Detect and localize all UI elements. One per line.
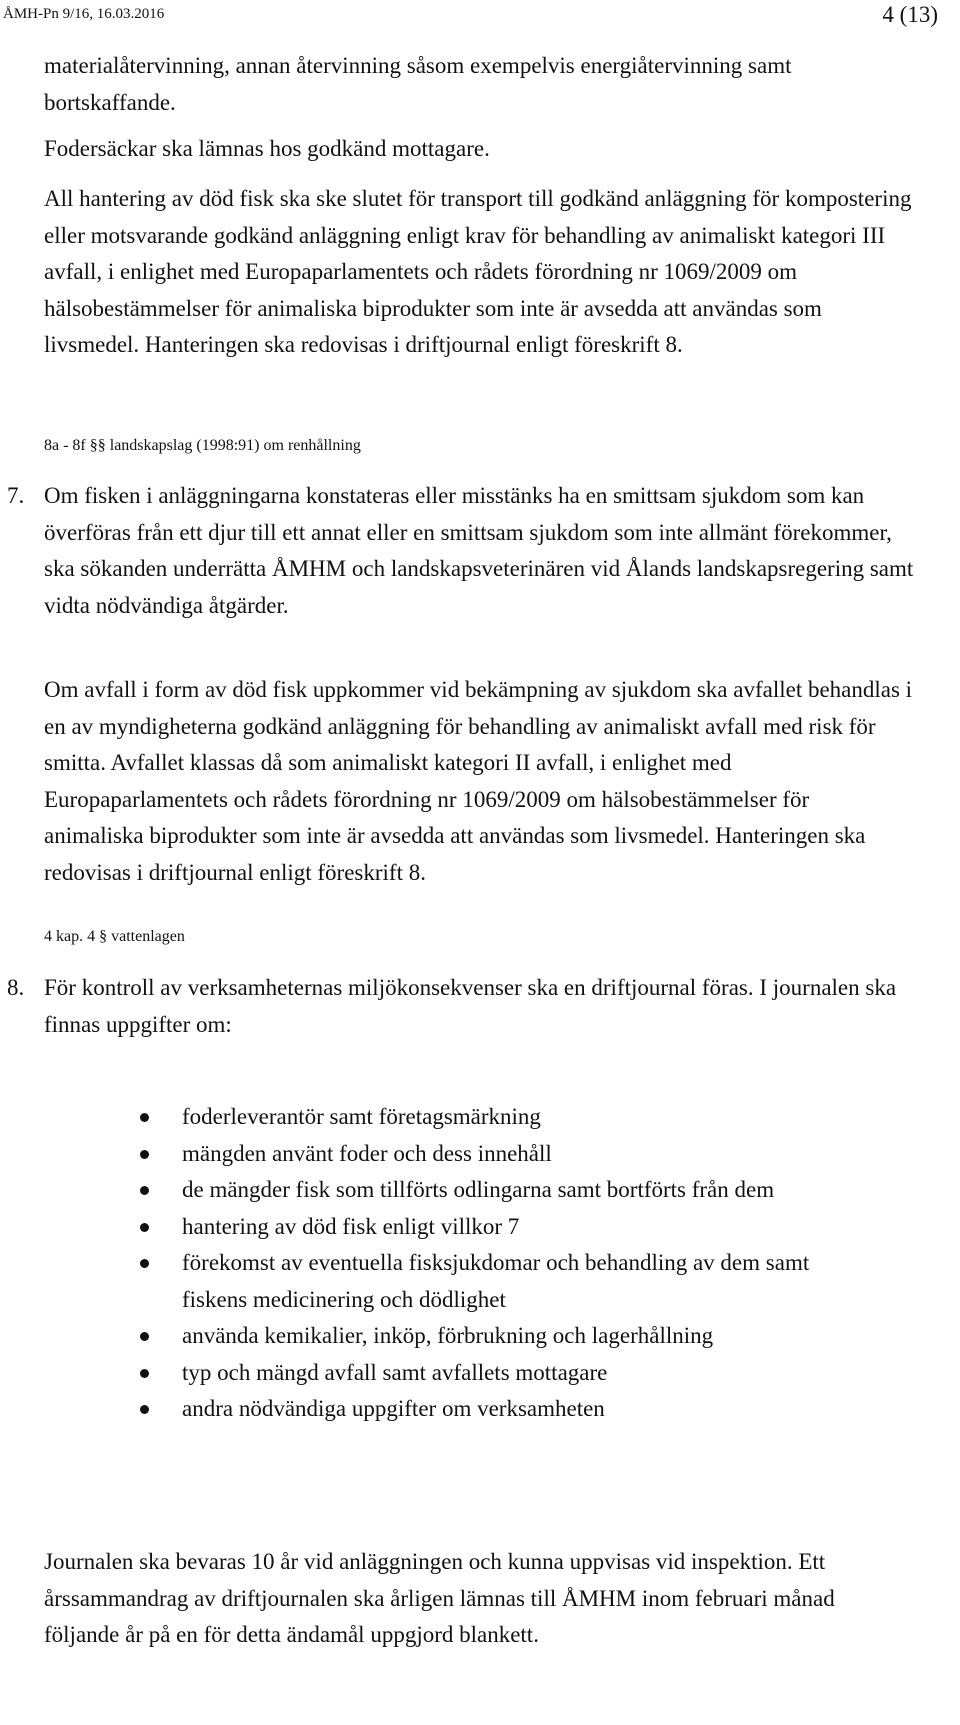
list-item-text: förekomst av eventuella fisksjukdomar och behandling av dem samt fiskens medicinering och dödlighet — [182, 1250, 810, 1312]
bullet-icon — [140, 1259, 149, 1268]
legal-reference-renhallning: 8a - 8f §§ landskapslag (1998:91) om renhållning — [44, 437, 361, 454]
bullet-icon — [140, 1113, 149, 1122]
bullet-icon — [140, 1405, 149, 1414]
list-item-text: hantering av död fisk enligt villkor 7 — [182, 1213, 520, 1239]
paragraph-journal-retention: Journalen ska bevaras 10 år vid anläggningen och kunna uppvisas vid inspektion. Ett årssammandrag av driftjournalen ska årligen lämnas till ÅMHM inom februari månad följande år på en för detta ändamål uppgjord blankett. — [44, 1549, 835, 1647]
list-item — [0, 1355, 862, 1392]
condition-number-8: 8. — [7, 975, 25, 1000]
list-item-text: andra nödvändiga uppgifter om verksamheten — [182, 1396, 605, 1421]
journal-contents-list — [0, 1099, 862, 1428]
bullet-icon — [140, 1369, 149, 1378]
condition-8-text: För kontroll av verksamheternas miljökonsekvenser ska en driftjournal föras. I journalen ska finnas uppgifter om: — [44, 975, 897, 1037]
list-item — [0, 1391, 862, 1428]
list-item — [0, 1209, 862, 1246]
paragraph-dod-fisk: All hantering av död fisk ska ske slutet för transport till godkänd anläggning för kompostering eller motsvarande godkänd anläggning enligt krav för behandling av animaliskt kategori III avfall, i enlighet med Europaparlamentets och rådets förordning nr 1069/2009 om hälsobestämmelser för animaliska biprodukter som inte är avsedda att användas som livsmedel. Hanteringen ska redovisas i driftjournal enligt föreskrift 8. — [44, 186, 912, 357]
list-item — [0, 1136, 862, 1173]
list-item-text: typ och mängd avfall samt avfallets mottagare — [182, 1359, 608, 1385]
paragraph-continuation: materialåtervinning, annan återvinning såsom exempelvis energiåtervinning samt bortskaffande. — [44, 53, 792, 115]
list-item — [0, 1245, 862, 1318]
bullet-icon — [140, 1186, 149, 1195]
bullet-icon — [140, 1150, 149, 1159]
list-item — [0, 1099, 862, 1136]
document-reference: ÅMH-Pn 9/16, 16.03.2016 — [3, 6, 165, 22]
list-item-text: mängden använt foder och dess innehåll — [182, 1140, 552, 1166]
bullet-icon — [140, 1223, 149, 1232]
condition-number-7: 7. — [7, 483, 25, 508]
list-item — [0, 1318, 862, 1355]
page-number: 4 (13) — [882, 2, 938, 27]
bullet-icon — [140, 1332, 149, 1341]
legal-reference-vattenlagen: 4 kap. 4 § vattenlagen — [44, 928, 185, 945]
list-item-text: de mängder fisk som tillförts odlingarna samt bortförts från dem — [182, 1177, 775, 1202]
list-item-text: använda kemikalier, inköp, förbrukning och lagerhållning — [182, 1323, 714, 1348]
paragraph-fodersackar: Fodersäckar ska lämnas hos godkänd mottagare. — [44, 136, 490, 161]
condition-7-text: Om fisken i anläggningarna konstateras eller misstänks ha en smittsam sjukdom som kan överföras från ett djur till ett annat eller en smittsam sjukdom som inte allmänt förekommer, ska sökanden underrätta ÅMHM och landskapsveterinären vid Ålands landskapsregering samt vidta nödvändiga åtgärder. — [44, 483, 914, 618]
list-item — [0, 1172, 862, 1209]
condition-7-sjukdom-text: Om avfall i form av död fisk uppkommer vid bekämpning av sjukdom ska avfallet behandlas i en av myndigheterna godkänd anläggning för behandling av animaliskt avfall med risk för smitta. Avfallet klassas då som animaliskt kategori II avfall, i enlighet med Europaparlamentets och rådets förordning nr 1069/2009 om hälsobestämmelser för animaliska biprodukter som inte är avsedda att användas som livsmedel. Hanteringen ska redovisas i driftjournal enligt föreskrift 8. — [44, 677, 913, 885]
list-item-text: foderleverantör samt företagsmärkning — [182, 1104, 541, 1129]
